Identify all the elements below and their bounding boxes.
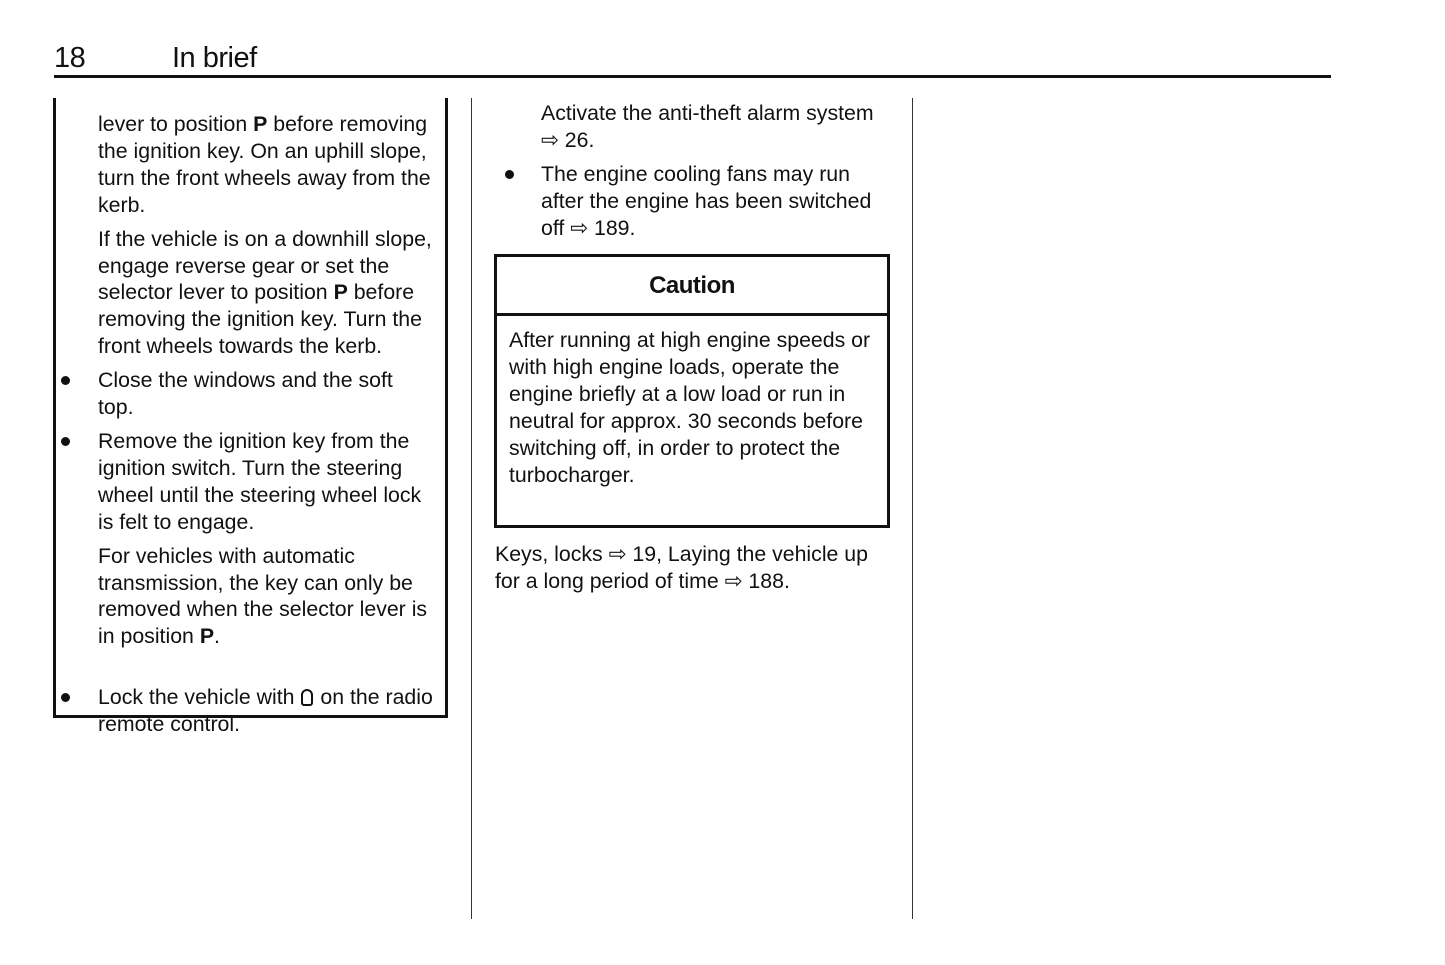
paragraph [98,226,434,361]
bullet [61,437,70,446]
text: Close the windows and the soft top. [98,368,393,420]
text: Remove the ignition key from the ignition switch. Turn the steering wheel until the steering wheel lock is felt to engage. [98,428,422,534]
text: For vehicles with automatic transmission, the key can only be removed when the selector lever is in position [98,543,428,649]
list-item [98,684,434,738]
remote-lock-icon [301,689,313,706]
paragraph [98,111,434,219]
list-item [98,367,434,421]
text: before removing the ignition key. Turn the front wheels towards the kerb. [98,280,422,359]
text: on the radio remote control. [98,685,433,737]
middle-column [541,100,893,249]
text: The engine cooling fans may run after the engine has been switched off ⇨ 189. [541,161,872,240]
list-item [98,428,434,536]
text: Lock the vehicle with [98,685,301,710]
column-divider [912,98,913,919]
left-column [98,111,434,745]
text: . [214,624,220,649]
caution-box [494,254,890,528]
bold-text: P [333,280,348,305]
paragraph: Activate the anti-theft alarm system ⇨ 26. [541,101,874,152]
bullet [505,170,514,179]
references: Keys, locks ⇨ 19, Laying the vehicle up for a long period of time ⇨ 188. [495,542,868,593]
section-title: In brief [172,42,257,74]
caution-title: Caution [497,257,887,316]
text: lever to position [98,112,254,136]
caution-body: After running at high engine speeds or with high engine loads, operate the engine briefly at a low load or run in neutral for approx. 30 seconds before switching off, in order to protect the turbocharger. [509,328,871,487]
header-rule [54,75,1331,78]
column-divider [471,98,472,919]
list-item [541,161,893,242]
bold-text: P [199,624,215,649]
page-number: 18 [54,42,86,74]
bold-text: P [253,112,268,136]
text: before removing the ignition key. On an uphill slope, turn the front wheels away from the kerb. [98,112,431,217]
paragraph [98,543,434,651]
text: If the vehicle is on a downhill slope, engage reverse gear or set the selector lever to position [98,226,432,305]
